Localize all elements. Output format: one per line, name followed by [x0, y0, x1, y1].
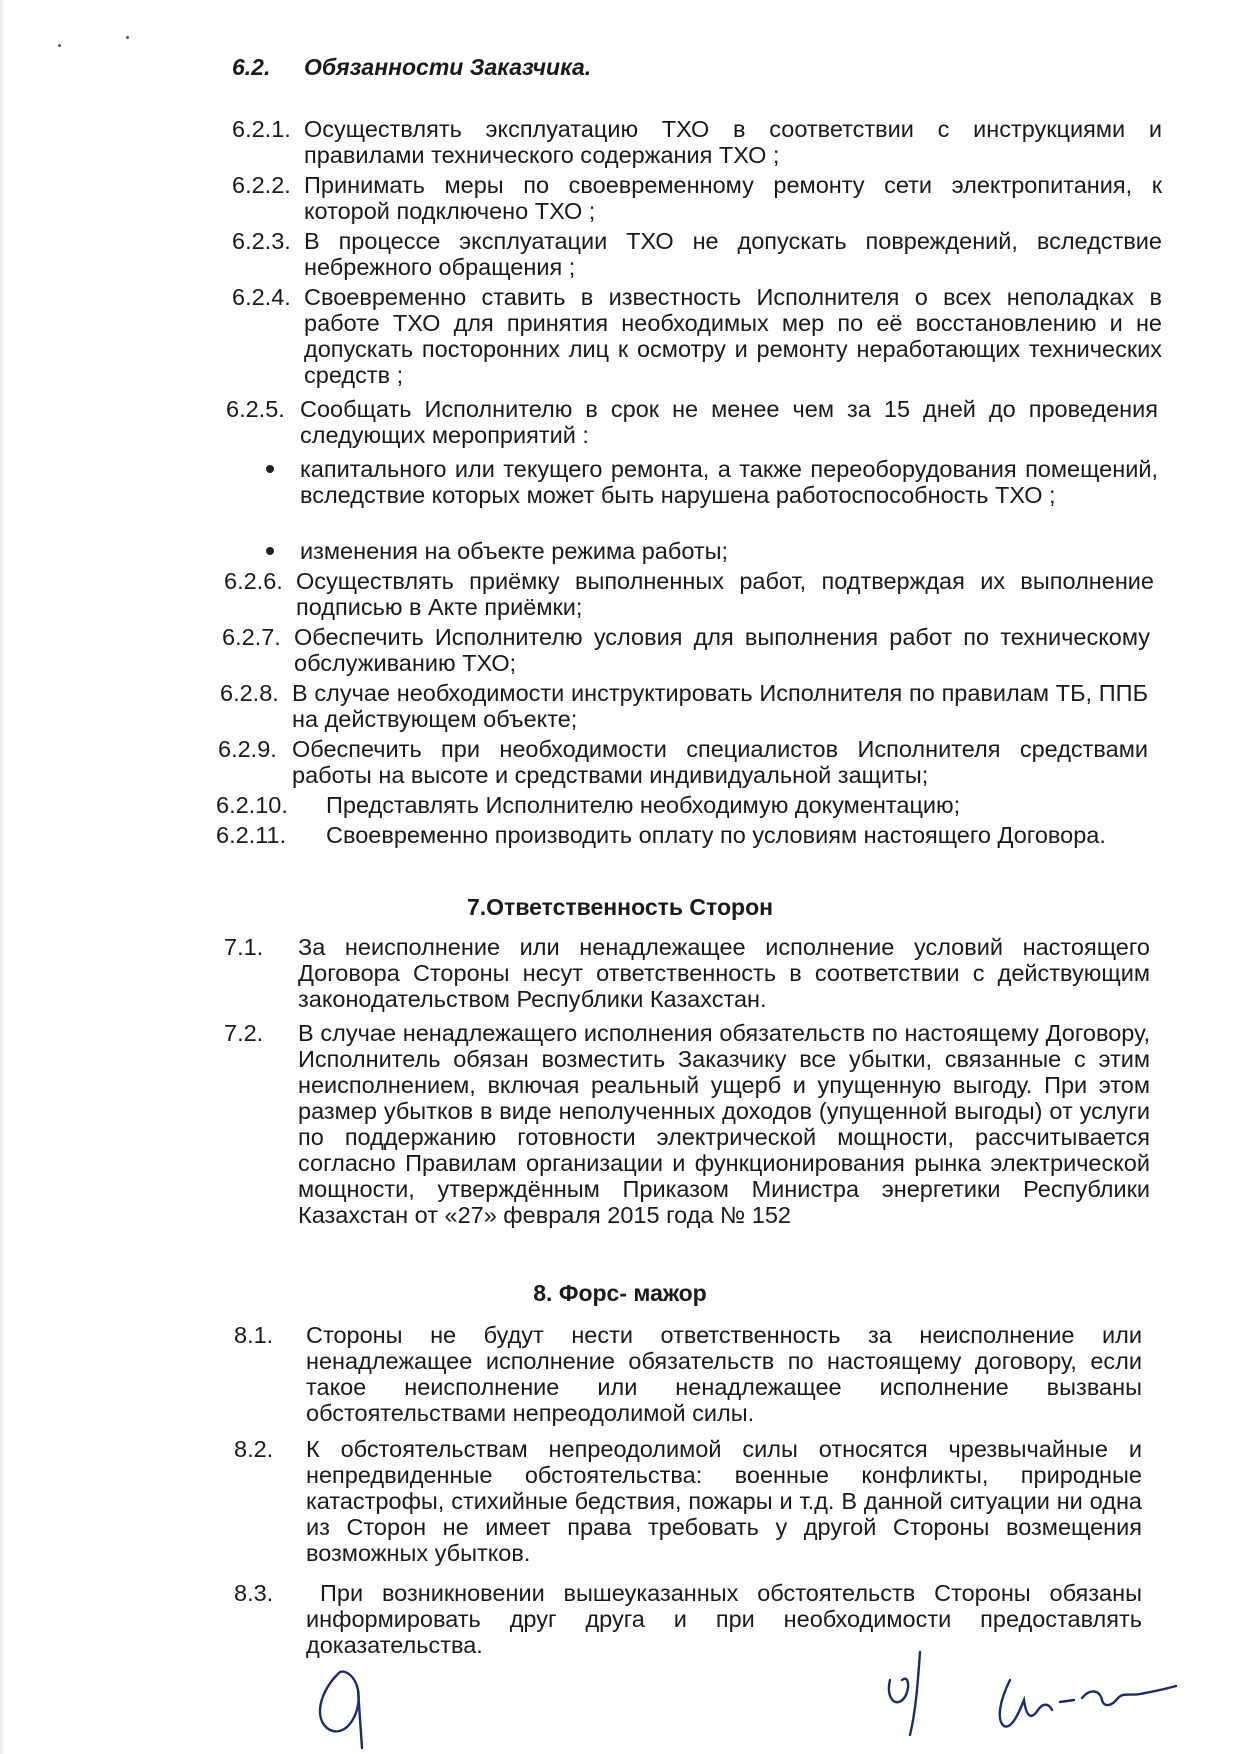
clause-number: 8.1. [234, 1322, 274, 1348]
section-number: 6.2. [232, 54, 271, 80]
clause-number: 6.2.9. [218, 736, 277, 762]
clause-text: Стороны не будут нести ответственность за неисполнение или ненадлежащее исполнение обязательств по настоящему договору, если такое неисполнение или ненадлежащее исполнение вызваны обстоятельствами непреодолимой силы. [306, 1322, 1142, 1426]
clause-text: К обстоятельствам непреодолимой силы относятся чрезвычайные и непредвиденные обстоятельства: военные конфликты, природные катастрофы, стихийные бедствия, пожары и т.д. В данной ситуации ни одна из Сторон не имеет права требовать у другой Стороны возмещения возможных убытков. [306, 1436, 1142, 1566]
clause-number: 8.3. [234, 1580, 274, 1606]
bullet-dot [266, 465, 274, 473]
clause-number: 6.2.5. [226, 396, 285, 422]
clause-text: Своевременно производить оплату по условиям настоящего Договора. [326, 822, 1106, 848]
handwritten-signature-right [990, 1660, 1190, 1740]
handwritten-initials-middle [880, 1640, 950, 1740]
clause-text: Принимать меры по своевременному ремонту сети электропитания, к которой подключено ТХО ; [304, 172, 1162, 224]
clause-number: 6.2.2. [232, 172, 291, 198]
bullet-text: капитального или текущего ремонта, а также переоборудования помещений, вследствие которых может быть нарушена работоспособность ТХО ; [300, 456, 1158, 508]
clause-number: 6.2.4. [232, 284, 291, 310]
clause-text: При возникновении вышеуказанных обстоятельств Стороны обязаны информировать друг друга и при необходимости предоставлять доказательства. [306, 1580, 1142, 1658]
clause-text: За неисполнение или ненадлежащее исполнение условий настоящего Договора Стороны несут ответственность в соответствии с действующим законодательством Республики Казахстан. [298, 934, 1150, 1012]
clause-number: 7.2. [224, 1020, 264, 1046]
section-heading-8: 8. Форс- мажор [533, 1280, 707, 1306]
clause-number: 6.2.1. [232, 116, 291, 142]
clause-number: 8.2. [234, 1436, 274, 1462]
clause-text: Осуществлять эксплуатацию ТХО в соответствии с инструкциями и правилами технического содержания ТХО ; [304, 116, 1162, 168]
section-title: Обязанности Заказчика. [304, 54, 592, 80]
handwritten-initials-left [300, 1650, 410, 1750]
scan-speck [58, 44, 61, 47]
clause-number: 7.1. [224, 934, 264, 960]
clause-number: 6.2.7. [222, 624, 281, 650]
clause-text: Представлять Исполнителю необходимую документацию; [326, 792, 961, 818]
clause-text: Осуществлять приёмку выполненных работ, подтверждая их выполнение подписью в Акте приёмки; [296, 568, 1154, 620]
bullet-text: изменения на объекте режима работы; [300, 538, 729, 564]
clause-text: Сообщать Исполнителю в срок не менее чем за 15 дней до проведения следующих мероприятий : [300, 396, 1158, 448]
clause-number: 6.2.11. [216, 822, 287, 848]
clause-text: Своевременно ставить в известность Исполнителя о всех неполадках в работе ТХО для принятия необходимых мер по её восстановлению и не допускать посторонних лиц к осмотру и ремонту неработающих технических средств ; [304, 284, 1162, 388]
clause-number: 6.2.6. [224, 568, 283, 594]
clause-number: 6.2.3. [232, 228, 291, 254]
clause-text: Обеспечить Исполнителю условия для выполнения работ по техническому обслуживанию ТХО; [294, 624, 1150, 676]
clause-text: В случае необходимости инструктировать Исполнителя по правилам ТБ, ППБ на действующем объекте; [292, 680, 1148, 732]
bullet-dot [266, 547, 274, 555]
section-heading-7: 7.Ответственность Сторон [466, 894, 774, 920]
clause-text: Обеспечить при необходимости специалистов Исполнителя средствами работы на высоте и средствами индивидуальной защиты; [292, 736, 1148, 788]
clause-number: 6.2.8. [220, 680, 279, 706]
clause-text: В процессе эксплуатации ТХО не допускать повреждений, вследствие небрежного обращения ; [304, 228, 1162, 280]
clause-text: В случае ненадлежащего исполнения обязательств по настоящему Договору, Исполнитель обязан возместить Заказчику все убытки, связанные с этим неисполнением, включая реальный ущерб и упущенную выгоду. При этом размер убытков в виде неполученных доходов (упущенной выгоды) от услуги по поддержанию готовности электрической мощности, рассчитывается согласно Правилам организации и функционирования рынка электрической мощности, утверждённым Приказом Министра энергетики Республики Казахстан от «27» февраля 2015 года № 152 [298, 1020, 1150, 1228]
clause-number: 6.2.10. [216, 792, 288, 818]
scan-edge [0, 0, 6, 1754]
scan-speck [126, 36, 129, 39]
section-heading-6-2 [232, 54, 591, 81]
